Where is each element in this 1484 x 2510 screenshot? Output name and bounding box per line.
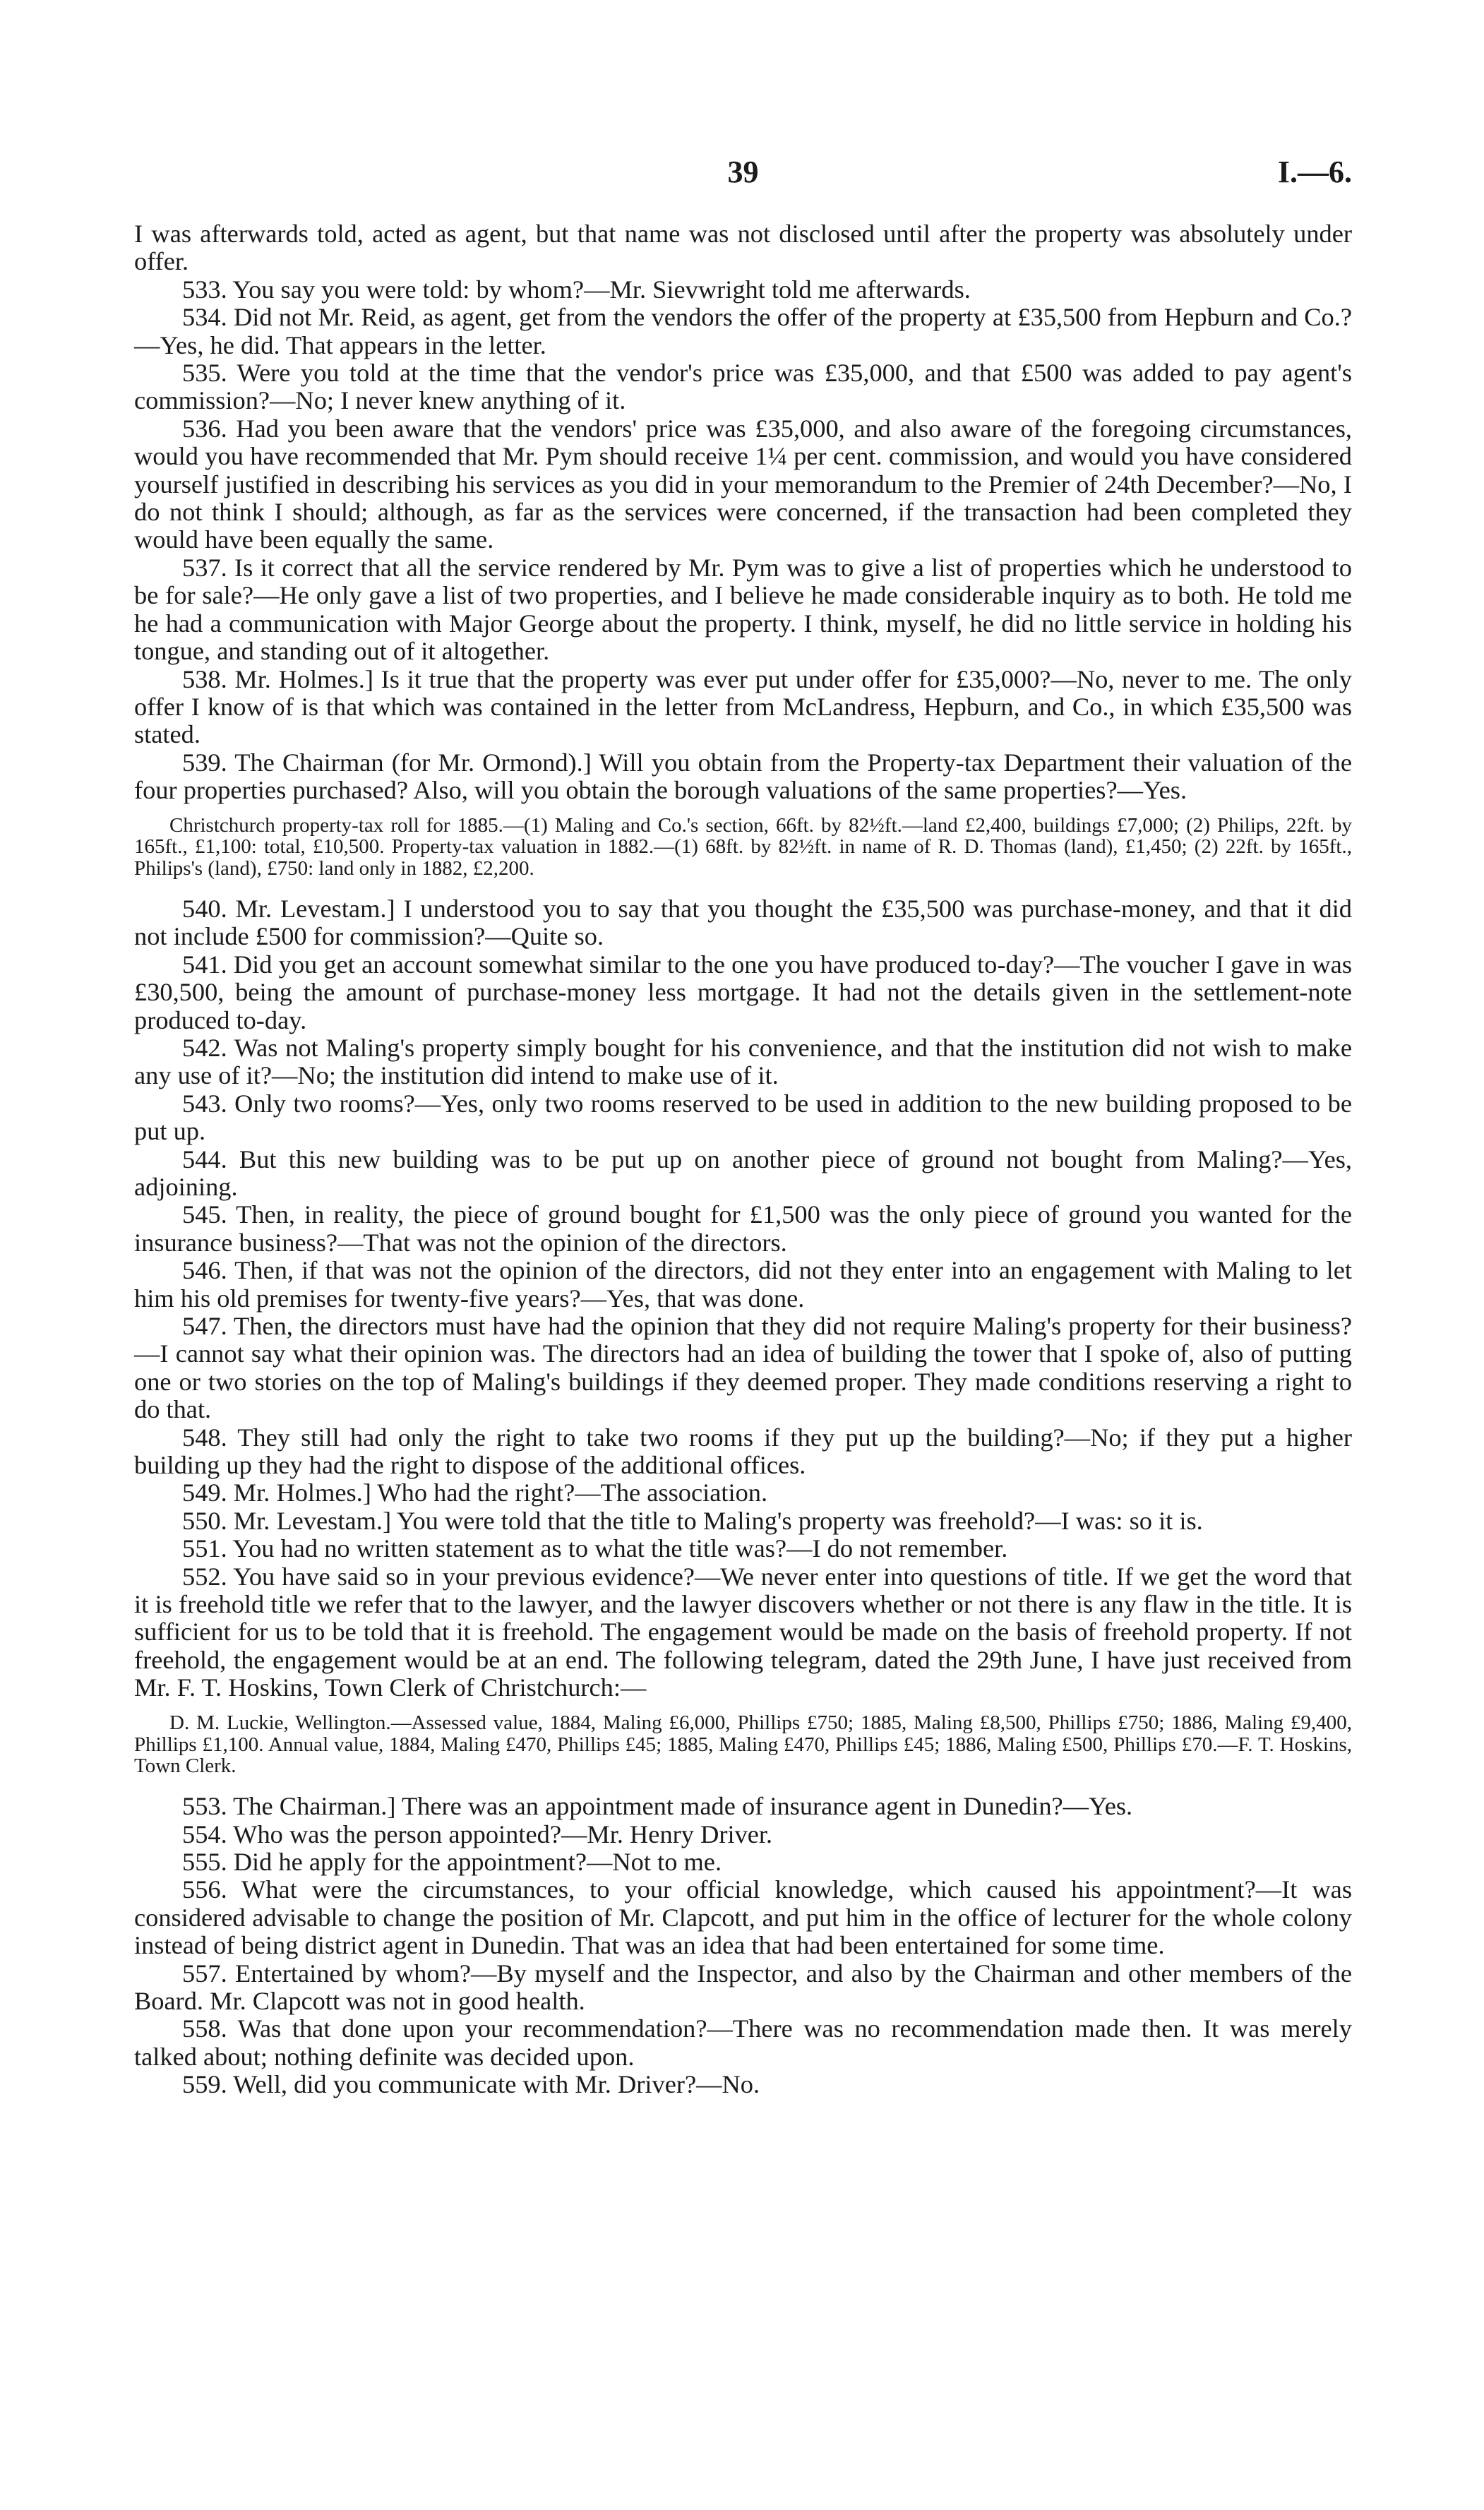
document-reference: I.—6. [1277, 155, 1352, 189]
question-555: 555. Did he apply for the appointment?—Not to me. [182, 1847, 722, 1876]
question-554: 554. Who was the person appointed?—Mr. Henry Driver. [182, 1819, 773, 1848]
question-543: 543. Only two rooms?—Yes, only two rooms reserved to be used in addition to the new building proposed to be put up. [134, 1089, 1352, 1146]
question-536: 536. Had you been aware that the vendors' price was £35,000, and also aware of the foregoing circumstances, would you have recommended that Mr. Pym should receive 1¼ per cent. commission, and would you have considered yourself justified in describing his services as you did in your memorandum to the Premier of 24th December?—No, I do not think I should; although, as far as the services were concerned, if the transaction had been completed they would have been equally the same. [134, 414, 1352, 554]
question-559: 559. Well, did you communicate with Mr. Driver?—No. [182, 2070, 760, 2099]
page-number: 39 [727, 155, 759, 189]
question-539: 539. The Chairman (for Mr. Ormond).] Will you obtain from the Property-tax Department their valuation of the four properties purchased? Also, will you obtain the borough valuations of the same properties?—Yes. [134, 748, 1352, 805]
question-556: 556. What were the circumstances, to your official knowledge, which caused his appointment?—It was considered advisable to change the position of Mr. Clapcott, and put him in the office of lecturer for the whole colony instead of being district agent in Dunedin. That was an idea that had been entertained for some time. [134, 1875, 1352, 1960]
property-tax-note: Christchurch property-tax roll for 1885.—(1) Maling and Co.'s section, 66ft. by 82½ft.—land £2,400, buildings £7,000; (2) Philips, 22ft. by 165ft., £1,100: total, £10,500. Property-tax valuation in 1882.—(1) 68ft. by 82½ft. in name of R. D. Thomas (land), £1,450; (2) 22ft. by 165ft., Philips's (land), £750: land only in 1882, £2,200. [134, 813, 1352, 880]
question-537: 537. Is it correct that all the service rendered by Mr. Pym was to give a list of properties which he understood to be for sale?—He only gave a list of two properties, and I believe he made considerable inquiry as to both. He told me he had a communication with Major George about the property. I think, myself, he did no little service in holding his tongue, and standing out of it altogether. [134, 553, 1352, 666]
question-558: 558. Was that done upon your recommendation?—There was no recommendation made then. It was merely talked about; nothing definite was decided upon. [134, 2014, 1352, 2071]
question-542: 542. Was not Maling's property simply bought for his convenience, and that the institution did not wish to make any use of it?—No; the institution did intend to make use of it. [134, 1033, 1352, 1090]
question-540: 540. Mr. Levestam.] I understood you to say that you thought the £35,500 was purchase-money, and that it did not include £500 for commission?—Quite so. [134, 894, 1352, 951]
question-547: 547. Then, the directors must have had the opinion that they did not require Maling's property for their business?—I cannot say what their opinion was. The directors had an idea of building the tower that I spoke of, also of putting one or two stories on the top of Maling's buildings if they deemed proper. They made conditions reserving a right to do that. [134, 1312, 1352, 1424]
question-541: 541. Did you get an account somewhat similar to the one you have produced to-day?—The voucher I gave in was £30,500, being the amount of purchase-money less mortgage. It had not the details given in the settlement-note produced to-day. [134, 950, 1352, 1034]
question-535: 535. Were you told at the time that the vendor's price was £35,000, and that £500 was added to pay agent's commission?—No; I never knew anything of it. [134, 359, 1352, 415]
question-538: 538. Mr. Holmes.] Is it true that the property was ever put under offer for £35,000?—No, never to me. The only offer I know of is that which was contained in the letter from McLandress, Hepburn, and Co., in which £35,500 was stated. [134, 664, 1352, 749]
question-546: 546. Then, if that was not the opinion of the directors, did not they enter into an engagement with Maling to let him his old premises for twenty-five years?—Yes, that was done. [134, 1256, 1352, 1313]
question-553: 553. The Chairman.] There was an appointment made of insurance agent in Dunedin?—Yes. [182, 1792, 1133, 1821]
paragraph-continuation: I was afterwards told, acted as agent, but that name was not disclosed until after the property was absolutely under offer. [134, 220, 1352, 276]
question-550: 550. Mr. Levestam.] You were told that the title to Maling's property was freehold?—I was: so it is. [182, 1506, 1203, 1535]
question-557: 557. Entertained by whom?—By myself and the Inspector, and also by the Chairman and other members of the Board. Mr. Clapcott was not in good health. [134, 1959, 1352, 2015]
question-548: 548. They still had only the right to take two rooms if they put up the building?—No; if they put a higher building up they had the right to dispose of the additional offices. [134, 1423, 1352, 1480]
question-534: 534. Did not Mr. Reid, as agent, get from the vendors the offer of the property at £35,500 from Hepburn and Co.?—Yes, he did. That appears in the letter. [134, 303, 1352, 359]
question-545: 545. Then, in reality, the piece of ground bought for £1,500 was the only piece of ground you wanted for the insurance business?—That was not the opinion of the directors. [134, 1200, 1352, 1257]
page-header [134, 154, 1352, 196]
question-533: 533. You say you were told: by whom?—Mr. Sievwright told me afterwards. [182, 275, 971, 304]
question-549: 549. Mr. Holmes.] Who had the right?—The association. [182, 1478, 768, 1507]
question-544: 544. But this new building was to be put up on another piece of ground not bought from Maling?—Yes, adjoining. [134, 1145, 1352, 1201]
question-552: 552. You have said so in your previous evidence?—We never enter into questions of title. If we get the word that it is freehold title we refer that to the lawyer, and the lawyer discovers whether or not there is any flaw in the title. It is sufficient for us to be told that it is freehold. The engagement would be made on the basis of freehold property. If not freehold, the engagement would be at an end. The following telegram, dated the 29th June, I have just received from Mr. F. T. Hoskins, Town Clerk of Christchurch:— [134, 1562, 1352, 1702]
question-551: 551. You had no written statement as to what the title was?—I do not remember. [182, 1534, 1008, 1563]
body-text [134, 220, 1352, 2099]
telegram-note: D. M. Luckie, Wellington.—Assessed value, 1884, Maling £6,000, Phillips £750; 1885, Maling £8,500, Phillips £750; 1886, Maling £9,400, Phillips £1,100. Annual value, 1884, Maling £470, Phillips £45; 1885, Maling £470, Phillips £45; 1886, Maling £500, Phillips £70.—F. T. Hoskins, Town Clerk. [134, 1711, 1352, 1778]
